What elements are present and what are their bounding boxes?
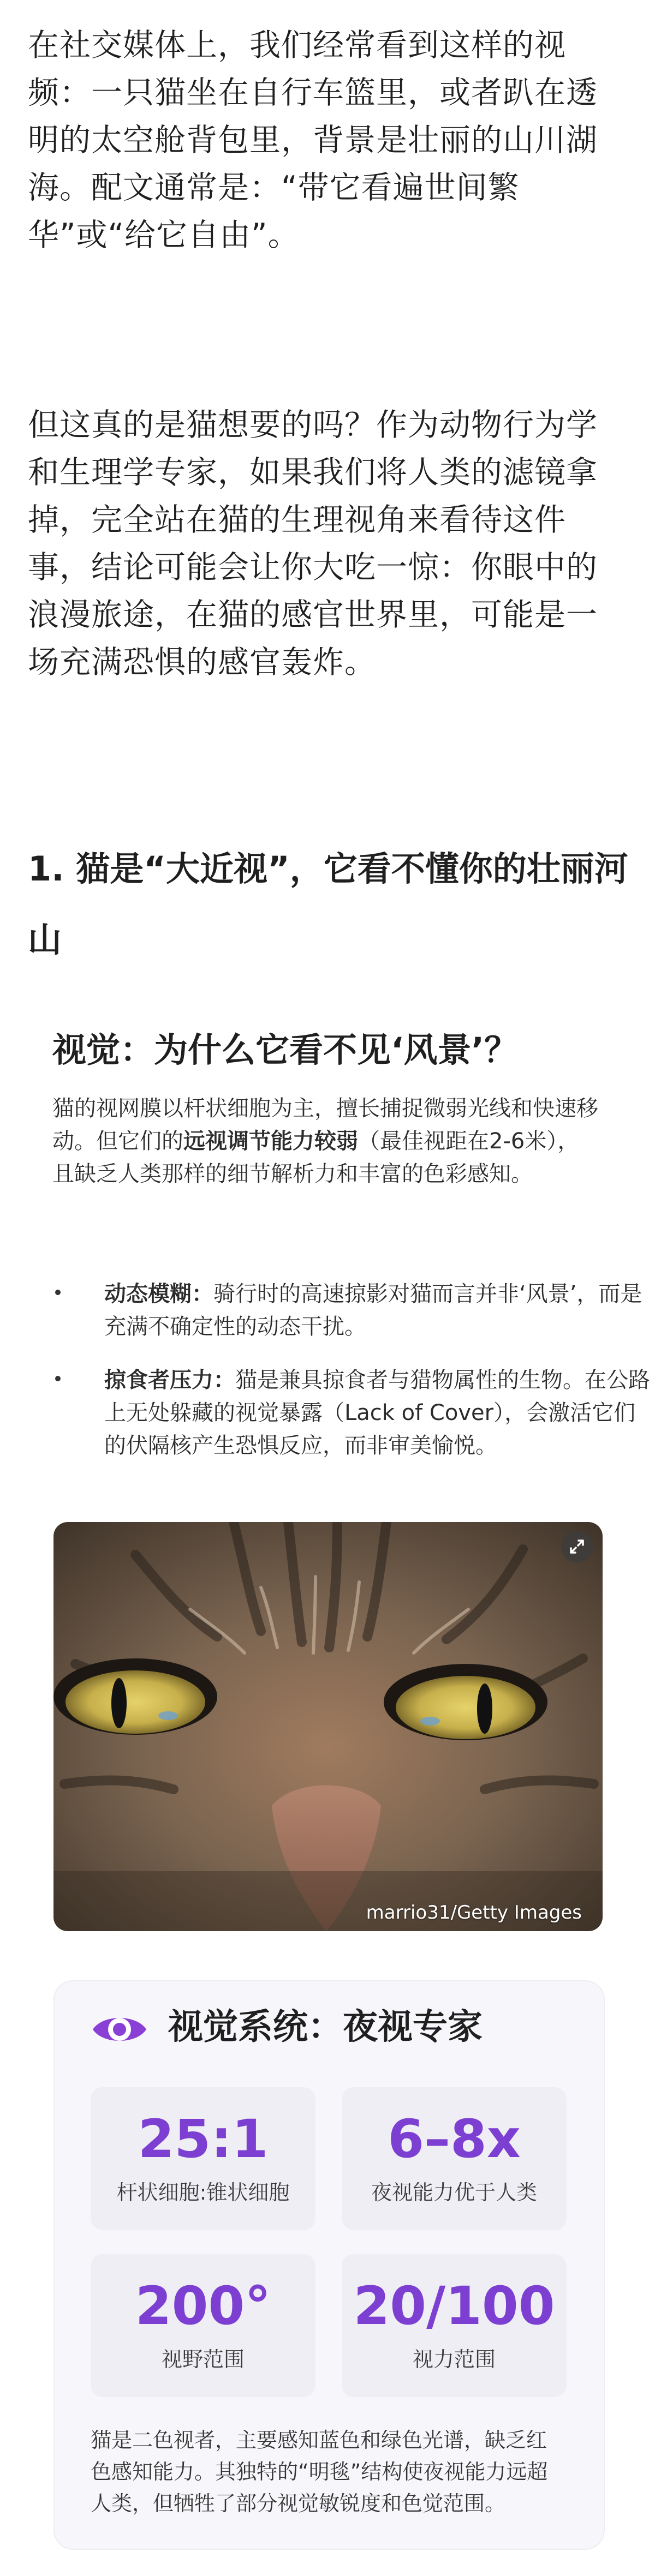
stat-value: 6–8x xyxy=(388,2108,521,2170)
stat-label: 杆状细胞:锥状细胞 xyxy=(116,2180,290,2204)
intro-paragraph-2: 但这真的是猫想要的吗？作为动物行为学和生理学专家，如果我们将人类的滤镜拿掉，完全站在猫的生理视角来看待这件事，结论可能会让你大吃一惊：你眼中的浪漫旅途，在猫的感官世界里，可能是一场充满恐惧的感官轰炸。 xyxy=(28,407,598,680)
stat-label: 夜视能力优于人类 xyxy=(371,2180,537,2204)
expand-image-button[interactable] xyxy=(561,1531,593,1562)
expand-icon xyxy=(561,1531,593,1562)
vision-card xyxy=(28,1026,650,1517)
list-item xyxy=(104,1364,650,1462)
stat-label: 视力范围 xyxy=(412,2347,496,2371)
bullet-text: 猫是兼具掠食者与猎物属性的生物。在公路上无处躲藏的视觉暴露（Lack of Cover），会激活它们的伏隔核产生恐惧反应，而非审美愉悦。 xyxy=(104,1368,650,1458)
stat-value: 20/100 xyxy=(353,2275,555,2337)
cat-eyes-illustration xyxy=(53,1522,603,1931)
bullet-term: 掠食者压力： xyxy=(104,1368,235,1393)
vision-system-card xyxy=(53,1980,605,2550)
cat-eyes-image[interactable] xyxy=(53,1522,603,1931)
stat-tile xyxy=(342,2254,567,2397)
vision-system-title: 视觉系统：夜视专家 xyxy=(168,2007,483,2047)
vision-system-note: 猫是二色视者，主要感知蓝色和绿色光谱，缺乏红色感知能力。其独特的“明毯”结构使夜视能力远超人类，但牺牲了部分视觉敏锐度和色觉范围。 xyxy=(91,2428,548,2515)
image-credit: marrio31/Getty Images xyxy=(366,1902,582,1924)
vision-title: 视觉：为什么它看不见‘风景’？ xyxy=(52,1030,519,1070)
bullet-term: 动态模糊： xyxy=(104,1281,213,1307)
vision-body-pre: 猫的视网膜以杆状细胞为主，擅长捕捉微弱光线和快速移动。但它们的 xyxy=(52,1096,598,1154)
vision-body xyxy=(52,1092,598,1190)
stat-tile xyxy=(91,2254,315,2397)
intro-paragraph-1: 在社交媒体上，我们经常看到这样的视频：一只猫坐在自行车篮里，或者趴在透明的太空舱背包里，背景是壮丽的山川湖海。配文通常是：“带它看遍世间繁华”或“给它自由”。 xyxy=(28,27,598,253)
vision-body-bold: 远视调节能力较弱 xyxy=(183,1129,358,1154)
stat-value: 200° xyxy=(135,2275,271,2337)
bullet-text: 骑行时的高速掠影对猫而言并非‘风景’，而是充满不确定性的动态干扰。 xyxy=(104,1281,642,1339)
vision-body-post: （最佳视距在2-6米），且缺乏人类那样的细节解析力和丰富的色彩感知。 xyxy=(52,1129,580,1187)
section-heading-1: 1. 猫是“大近视”，它看不懂你的壮丽河山 xyxy=(28,849,628,960)
eye-icon xyxy=(90,2010,150,2049)
stat-label: 视野范围 xyxy=(161,2347,245,2371)
bullet-dot xyxy=(55,1376,61,1381)
bullet-dot xyxy=(55,1290,61,1295)
stat-value: 25:1 xyxy=(138,2108,269,2170)
stat-tile xyxy=(342,2087,567,2230)
list-item xyxy=(104,1278,650,1343)
stat-tile xyxy=(91,2087,315,2230)
